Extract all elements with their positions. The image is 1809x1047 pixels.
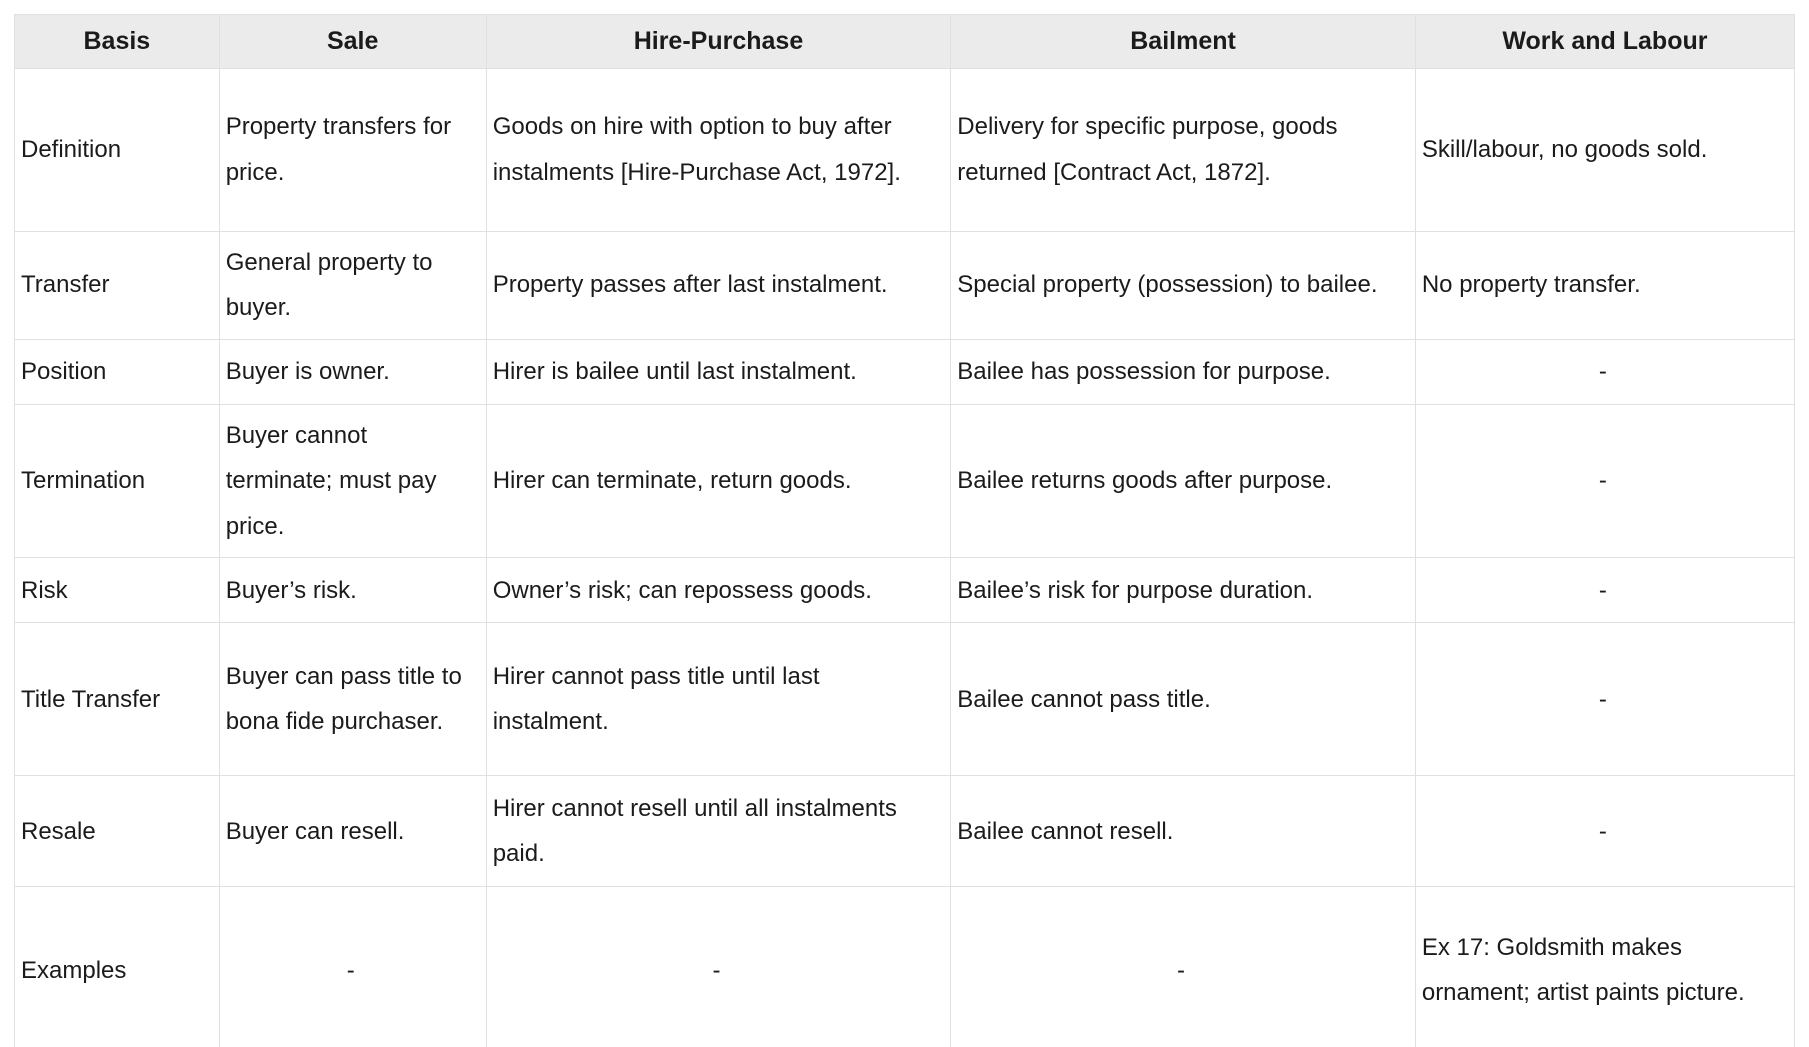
column-header-work-and-labour: Work and Labour [1415,15,1794,69]
cell-definition-hire-purchase: Goods on hire with option to buy after instalments [Hire-Purchase Act, 1972]. [486,68,951,231]
cell-termination-bailment: Bailee returns goods after purpose. [951,404,1416,558]
cell-definition-work: Skill/labour, no goods sold. [1415,68,1794,231]
cell-resale-bailment: Bailee cannot resell. [951,776,1416,887]
table-header [15,15,1795,69]
cell-termination-hire-purchase: Hirer can terminate, return goods. [486,404,951,558]
cell-termination-sale: Buyer cannot terminate; must pay price. [219,404,486,558]
cell-examples-work: Ex 17: Goldsmith makes ornament; artist paints picture. [1415,887,1794,1047]
row-header-position: Position [15,339,220,404]
table-row-transfer [15,231,1795,339]
row-header-termination: Termination [15,404,220,558]
table-body [15,68,1795,1047]
column-header-basis: Basis [15,15,220,69]
cell-examples-bailment: - [951,887,1416,1047]
cell-position-bailment: Bailee has possession for purpose. [951,339,1416,404]
cell-risk-hire-purchase: Owner’s risk; can repossess goods. [486,558,951,623]
cell-resale-hire-purchase: Hirer cannot resell until all instalments paid. [486,776,951,887]
cell-title-transfer-hire-purchase: Hirer cannot pass title until last instalment. [486,623,951,776]
cell-resale-sale: Buyer can resell. [219,776,486,887]
cell-termination-work: - [1415,404,1794,558]
row-header-examples: Examples [15,887,220,1047]
cell-risk-sale: Buyer’s risk. [219,558,486,623]
table-row-termination [15,404,1795,558]
row-header-risk: Risk [15,558,220,623]
table-row-title-transfer [15,623,1795,776]
header-row [15,15,1795,69]
table-row-position [15,339,1795,404]
cell-transfer-work: No property transfer. [1415,231,1794,339]
row-header-definition: Definition [15,68,220,231]
cell-position-sale: Buyer is owner. [219,339,486,404]
cell-risk-work: - [1415,558,1794,623]
cell-definition-sale: Property transfers for price. [219,68,486,231]
column-header-sale: Sale [219,15,486,69]
row-header-title-transfer: Title Transfer [15,623,220,776]
column-header-bailment: Bailment [951,15,1416,69]
cell-transfer-bailment: Special property (possession) to bailee. [951,231,1416,339]
cell-definition-bailment: Delivery for specific purpose, goods returned [Contract Act, 1872]. [951,68,1416,231]
cell-position-hire-purchase: Hirer is bailee until last instalment. [486,339,951,404]
cell-transfer-hire-purchase: Property passes after last instalment. [486,231,951,339]
cell-title-transfer-bailment: Bailee cannot pass title. [951,623,1416,776]
cell-transfer-sale: General property to buyer. [219,231,486,339]
column-header-hire-purchase: Hire-Purchase [486,15,951,69]
table-row-examples [15,887,1795,1047]
cell-examples-sale: - [219,887,486,1047]
cell-position-work: - [1415,339,1794,404]
cell-title-transfer-sale: Buyer can pass title to bona fide purchaser. [219,623,486,776]
comparison-table [14,14,1795,1047]
cell-risk-bailment: Bailee’s risk for purpose duration. [951,558,1416,623]
cell-resale-work: - [1415,776,1794,887]
table-row-definition [15,68,1795,231]
table-row-risk [15,558,1795,623]
cell-examples-hire-purchase: - [486,887,951,1047]
cell-title-transfer-work: - [1415,623,1794,776]
table-row-resale [15,776,1795,887]
row-header-transfer: Transfer [15,231,220,339]
row-header-resale: Resale [15,776,220,887]
